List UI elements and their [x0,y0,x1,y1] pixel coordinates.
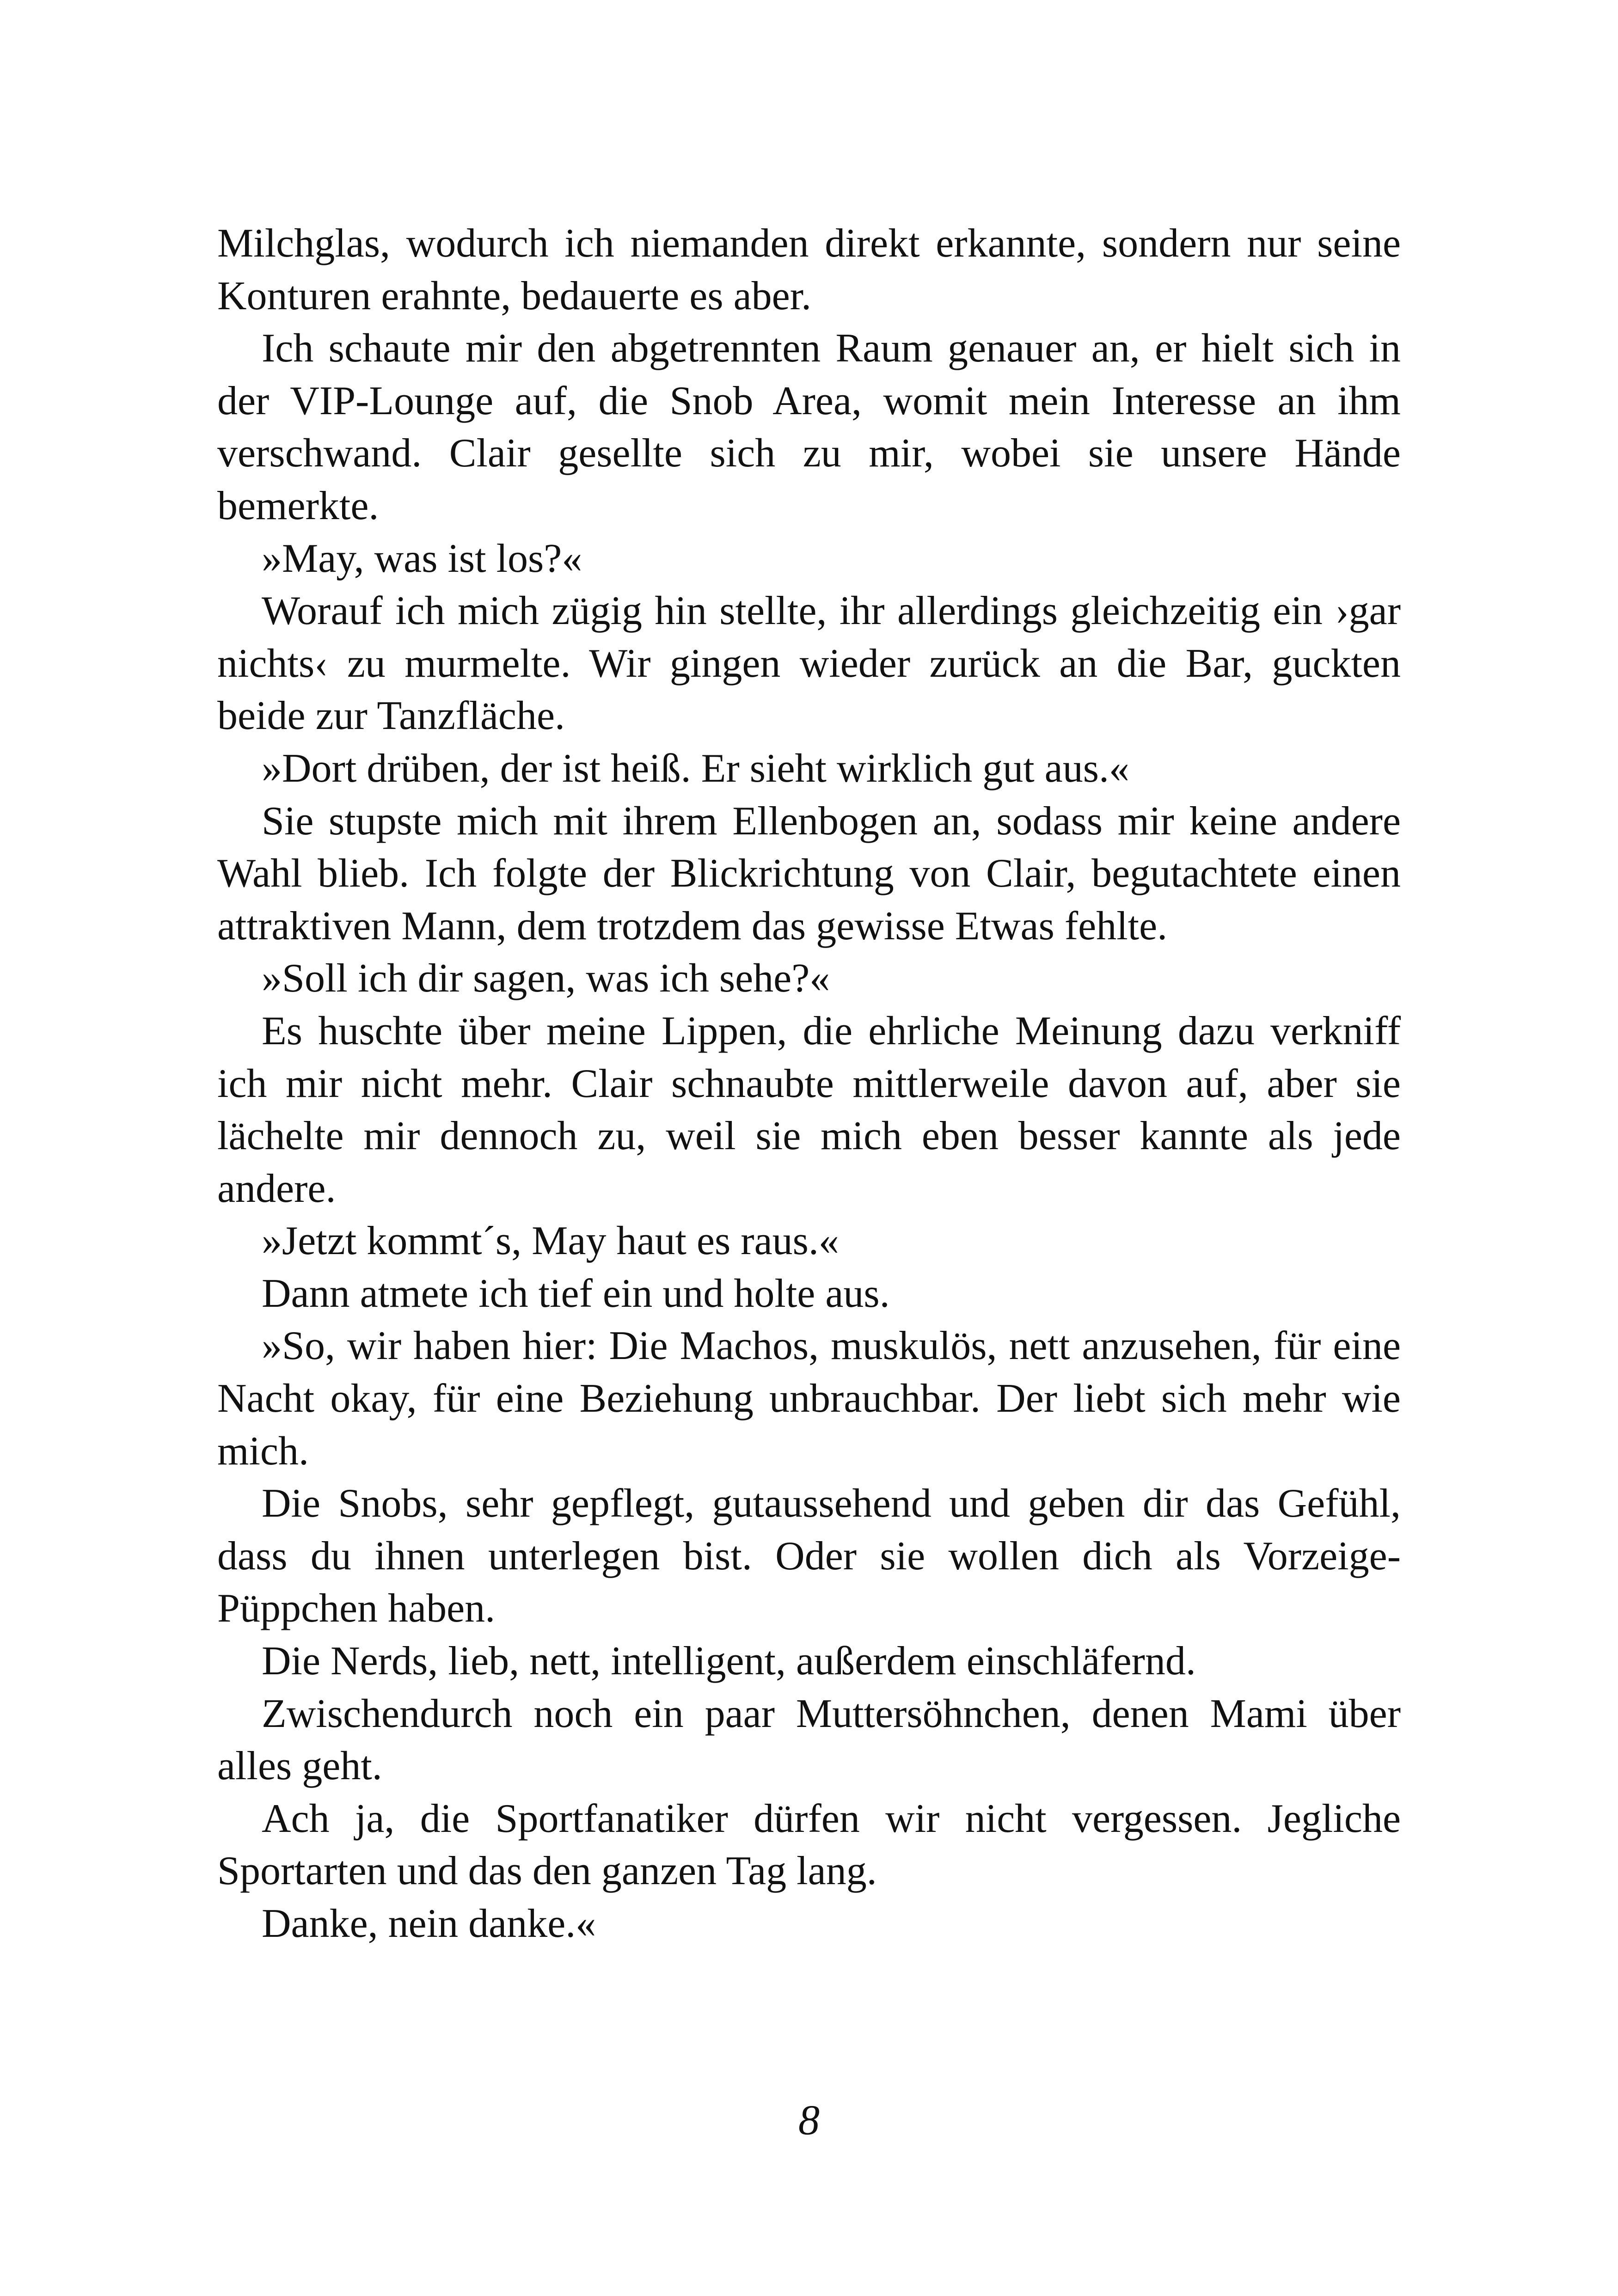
paragraph: Dann atmete ich tief ein und holte aus. [262,1271,890,1316]
paragraph: Ich schaute mir den abgetrennten Raum genauer an, er hielt sich in der VIP-Lounge auf, die Snob Area, womit mein Interesse an ihm verschwand. Clair gesellte sich zu mir, wobei sie unsere Hände bemerkte. [217,326,1401,528]
dialogue-line: »Soll ich dir sagen, was ich sehe?« [262,956,830,1001]
paragraph: Sie stupste mich mit ihrem Ellenbogen an, sodass mir keine andere Wahl blieb. Ich folgte der Blickrichtung von Clair, begutachtete einen attraktiven Mann, dem trotzdem das gewisse Etwas fehlte. [217,798,1401,949]
paragraph: Die Snobs, sehr gepflegt, gutaussehend und geben dir das Gefühl, dass du ihnen unterlegen bist. Oder sie wollen dich als Vorzeige-Püppchen haben. [217,1481,1401,1631]
paragraph: Zwischendurch noch ein paar Muttersöhnchen, denen Mami über alles geht. [217,1691,1401,1789]
paragraph: Die Nerds, lieb, nett, intelligent, außerdem einschläfernd. [262,1639,1196,1684]
dialogue-line: »May, was ist los?« [262,536,582,581]
paragraph: Worauf ich mich zügig hin stellte, ihr allerdings gleichzeitig ein ›gar nichts‹ zu murmelte. Wir gingen wieder zurück an die Bar, guckten beide zur Tanzfläche. [217,588,1401,739]
dialogue-line: »Jetzt kommt´s, May haut es raus.« [262,1218,839,1264]
paragraph: Es huschte über meine Lippen, die ehrliche Meinung dazu verkniff ich mir nicht mehr. Clair schnaubte mittlerweile davon auf, aber sie lächelte mir dennoch zu, weil sie mich eben besser kannte als jede andere. [217,1008,1401,1211]
page-number: 8 [798,2096,820,2143]
paragraph: Danke, nein danke.« [262,1901,596,1946]
dialogue-line: »So, wir haben hier: Die Machos, muskulös, nett anzusehen, für eine Nacht okay, für eine Beziehung unbrauchbar. Der liebt sich mehr wie mich. [217,1323,1401,1474]
paragraph: Ach ja, die Sportfanatiker dürfen wir nicht vergessen. Jegliche Sportarten und das den ganzen Tag lang. [217,1796,1401,1894]
body-text [217,217,1401,1950]
paragraph: Milchglas, wodurch ich niemanden direkt erkannte, sondern nur seine Konturen erahnte, bedauerte es aber. [217,221,1401,318]
dialogue-line: »Dort drüben, der ist heiß. Er sieht wirklich gut aus.« [262,746,1129,791]
